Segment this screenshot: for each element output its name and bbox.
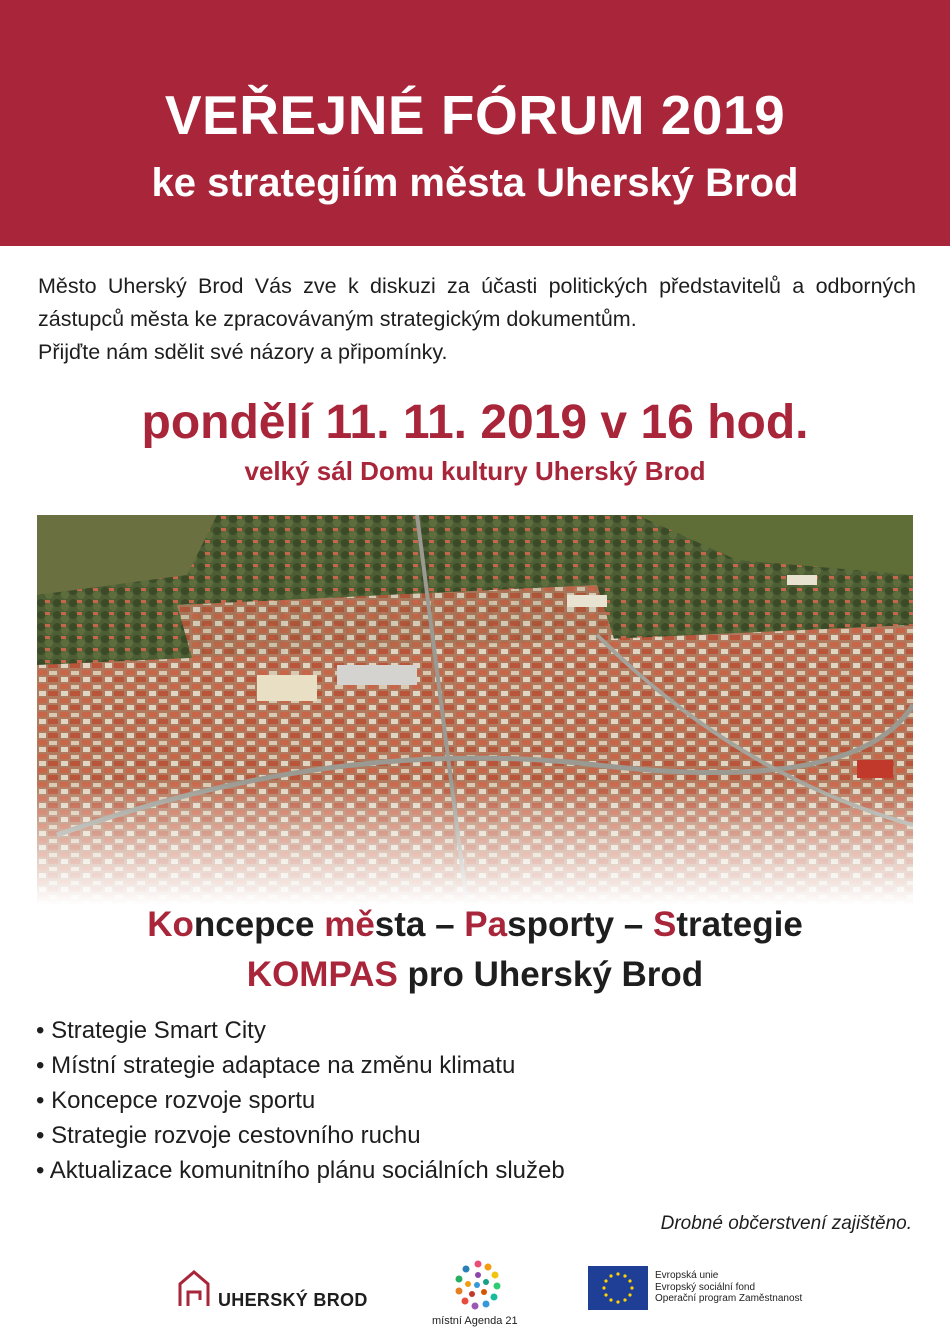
list-item: • Koncepce rozvoje sportu: [36, 1083, 565, 1118]
eu-line: Evropský sociální fond: [655, 1281, 756, 1293]
agenda21-logo-text: místní Agenda 21: [432, 1315, 518, 1327]
event-venue: velký sál Domu kultury Uherský Brod: [244, 456, 706, 486]
kompas-heading: [0, 952, 950, 998]
list-item: • Místní strategie adaptace na změnu klimatu: [36, 1048, 565, 1083]
refreshments-note: Drobné občerstvení zajištěno.: [660, 1213, 912, 1234]
tagline-part: Ko: [147, 905, 194, 944]
eu-flag-icon: [588, 1266, 648, 1310]
aerial-city-photo: [37, 515, 913, 905]
page-subtitle: ke strategiím města Uherský Brod: [151, 161, 799, 205]
event-date: pondělí 11. 11. 2019 v 16 hod.: [141, 396, 809, 449]
strategy-tagline: [0, 902, 950, 948]
intro-text: [38, 270, 916, 369]
agenda21-logo-icon: [450, 1258, 506, 1314]
tagline-part: ncepce: [193, 905, 325, 944]
list-item: • Strategie Smart City: [36, 1013, 565, 1048]
tagline-part: S: [653, 905, 677, 944]
strategy-list: [36, 1013, 565, 1188]
list-item: • Aktualizace komunitního plánu sociálních služeb: [36, 1153, 565, 1188]
list-item: • Strategie rozvoje cestovního ruchu: [36, 1118, 565, 1153]
tagline-part: sporty –: [507, 905, 653, 944]
tagline-part: mě: [324, 905, 375, 944]
kompas-rest: pro Uherský Brod: [397, 955, 704, 994]
eu-funding-text: [655, 1270, 802, 1305]
tagline-part: sta –: [374, 905, 465, 944]
eu-line: Operační program Zaměstnanost: [655, 1293, 803, 1304]
intro-paragraph-last: Přijďte nám sdělit své názory a připomínky.: [38, 340, 448, 364]
tagline-part: trategie: [676, 905, 803, 944]
city-logo-text: UHERSKÝ BROD: [218, 1290, 368, 1310]
kompas-word: KOMPAS: [246, 955, 398, 994]
tagline-part: Pa: [464, 905, 508, 944]
page-title: VEŘEJNÉ FÓRUM 2019: [164, 84, 786, 146]
header-banner: [0, 0, 950, 246]
intro-paragraph: Město Uherský Brod Vás zve k diskuzi za účasti politických představitelů a odborných zástupců města ke zpracovávaným strategickým dokumentům.: [38, 274, 916, 331]
eu-line: Evropská unie: [655, 1270, 719, 1281]
